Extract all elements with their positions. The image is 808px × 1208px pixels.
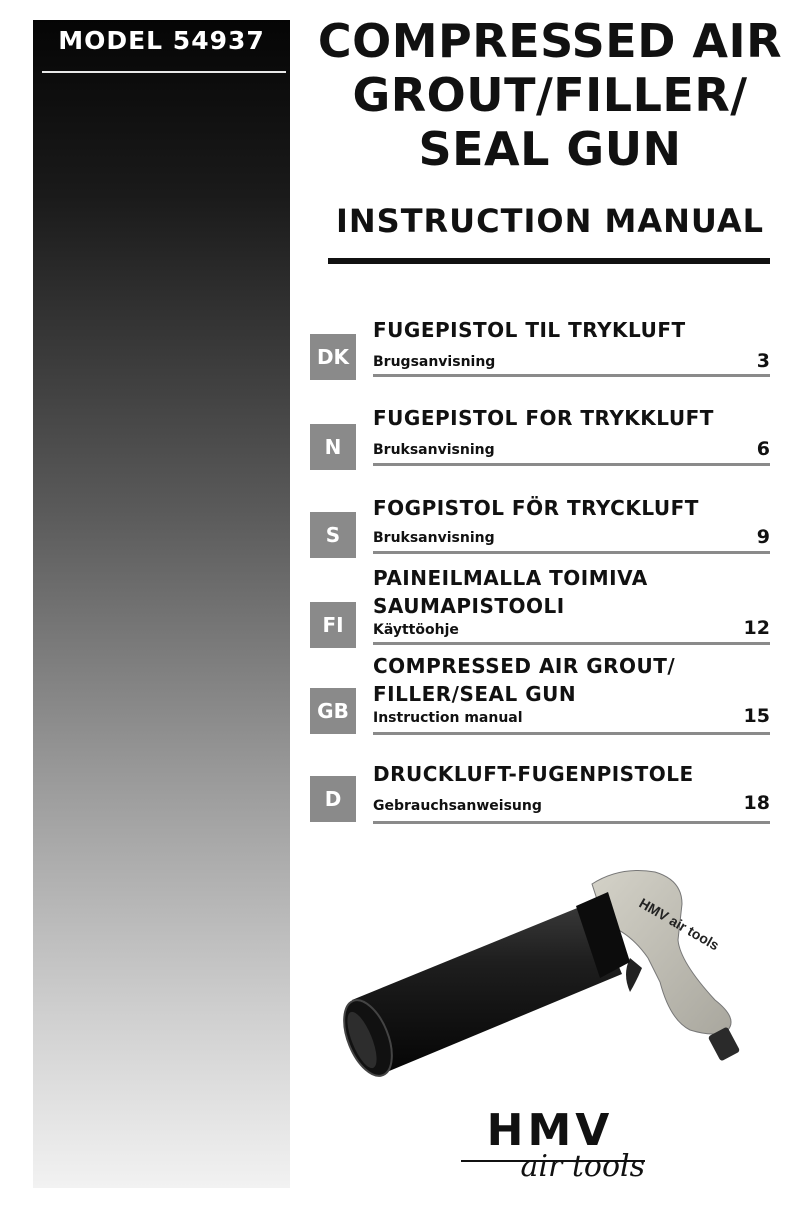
section-rule [373,374,770,377]
language-badge: GB [310,688,356,734]
brand-name: HMV [486,1105,614,1156]
language-section-gb [310,652,770,738]
model-number: MODEL 54937 [58,26,265,55]
language-subtitle: Bruksanvisning [373,442,495,458]
language-title: FUGEPISTOL TIL TRYKLUFT [373,318,686,342]
language-badge: FI [310,602,356,648]
language-badge: D [310,776,356,822]
language-section-dk [310,312,770,392]
section-rule [373,642,770,645]
language-title-line-1: COMPRESSED AIR GROUT/ [373,654,676,678]
grip-logo: HMV air tools [636,894,722,954]
language-section-n [310,402,770,482]
language-subtitle: Käyttöohje [373,622,459,638]
section-rule [373,463,770,466]
page-number: 18 [743,792,770,814]
hmv-logo [455,1105,645,1188]
language-title: FUGEPISTOL FOR TRYKKLUFT [373,406,714,430]
subtitle-rule [328,258,770,264]
page-number: 15 [743,705,770,727]
page-number: 12 [743,617,770,639]
language-title-line-1: PAINEILMALLA TOIMIVA [373,566,648,590]
title-line-3: SEAL GUN [418,122,682,176]
language-badge: DK [310,334,356,380]
language-title-line-2: FILLER/SEAL GUN [373,682,577,706]
section-rule [373,821,770,824]
language-title: FOGPISTOL FÖR TRYCKLUFT [373,496,699,520]
page-number: 6 [756,438,770,460]
language-badge: N [310,424,356,470]
cartridge-tube [352,902,622,1074]
brand-tagline: air tools [520,1149,645,1184]
language-subtitle: Gebrauchsanweisung [373,798,542,814]
language-subtitle: Instruction manual [373,710,523,726]
language-subtitle: Brugsanvisning [373,354,496,370]
language-badge: S [310,512,356,558]
language-title-line-2: SAUMAPISTOOLI [373,594,565,618]
language-subtitle: Bruksanvisning [373,530,495,546]
language-title: DRUCKLUFT-FUGENPISTOLE [373,762,694,786]
language-section-d [310,758,770,838]
language-section-fi [310,564,770,650]
language-section-s [310,492,770,572]
grout-gun-image [330,862,750,1084]
page-number: 9 [756,526,770,548]
manual-subtitle: INSTRUCTION MANUAL [335,202,765,240]
title-line-2: GROUT/FILLER/ [352,68,748,122]
page-title [300,14,800,176]
model-underline [42,71,286,73]
page-number: 3 [756,350,770,372]
trigger [626,958,642,992]
section-rule [373,551,770,554]
section-rule [373,732,770,735]
title-line-1: COMPRESSED AIR [317,14,783,68]
sidebar-gradient [33,20,290,1188]
